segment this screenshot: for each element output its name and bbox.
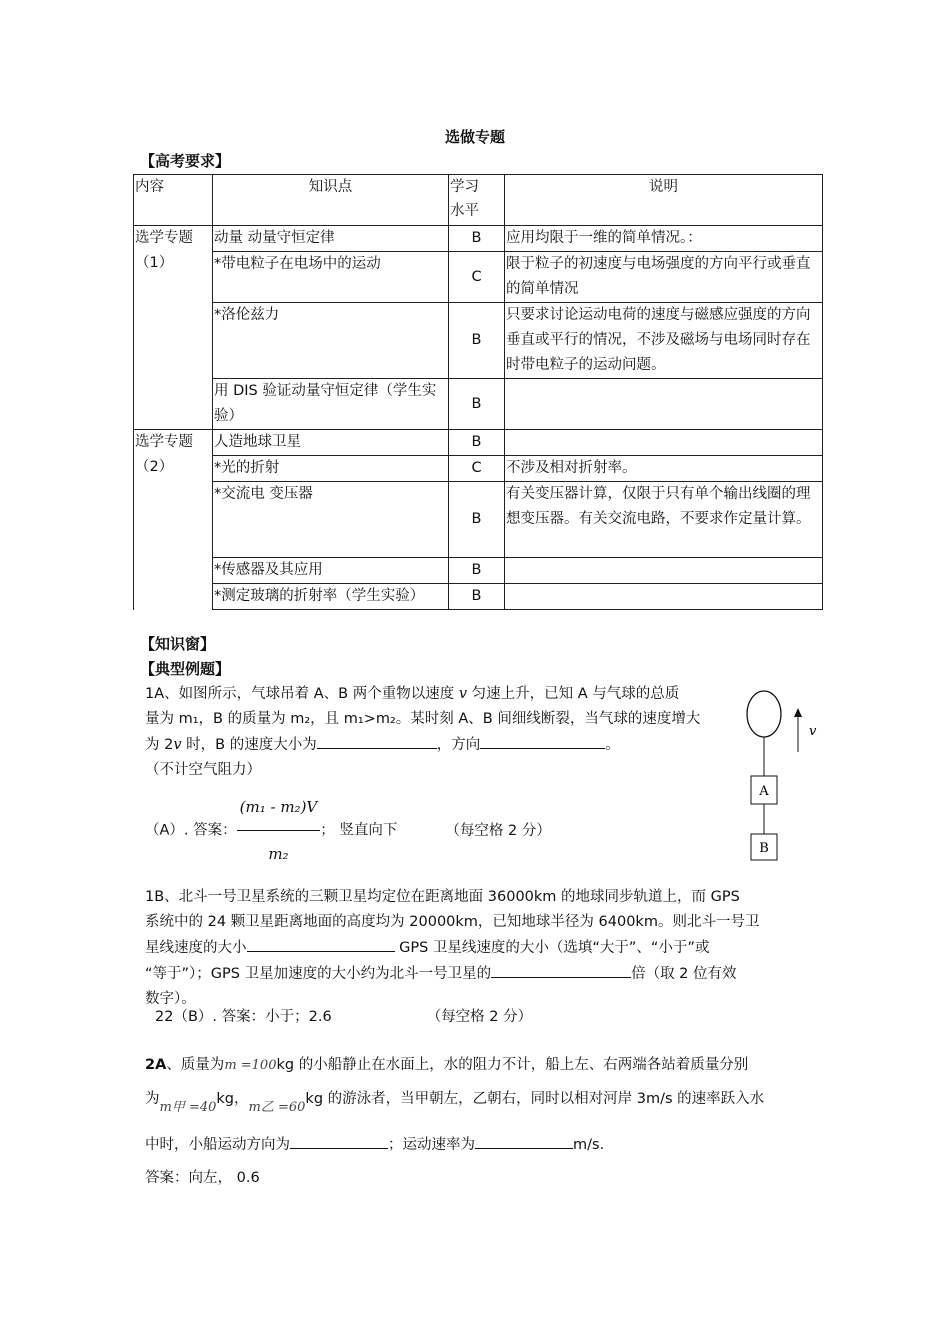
row5-knowledge: 人造地球卫星 — [213, 430, 449, 456]
row8-knowledge: *传感器及其应用 — [213, 558, 449, 584]
table-row — [134, 558, 823, 584]
answer-blank[interactable] — [475, 1132, 573, 1149]
row3-knowledge: *洛伦兹力 — [213, 303, 449, 379]
header-note: 说明 — [505, 175, 823, 226]
row2-knowledge: *带电粒子在电场中的运动 — [213, 252, 449, 303]
knowledge-heading: 【知识窗】 — [140, 635, 216, 653]
question-1a-answer: （A）. 答案： $\frac{\text{(m₁ - m₂)V}}{\text{m₂}}$ ； 竖直向下 （每空格 2 分） — [145, 784, 745, 877]
answer-blank[interactable] — [317, 732, 437, 749]
page-title: 选做专题 — [444, 128, 505, 146]
row5-level: B — [449, 430, 505, 456]
group2-label: 选学专题 （2） — [134, 430, 213, 610]
header-knowledge: 知识点 — [213, 175, 449, 226]
weight-a-label: A — [759, 784, 769, 799]
row1-note: 应用均限于一维的简单情况。： — [505, 226, 823, 252]
row2-note: 限于粒子的初速度与电场强度的方向平行或垂直的简单情况 — [505, 252, 823, 303]
answer-blank[interactable] — [480, 732, 605, 749]
row8-note — [505, 558, 823, 584]
requirements-table — [133, 174, 823, 610]
table-row — [134, 482, 823, 558]
balloon-shape — [747, 691, 781, 737]
row3-note: 只要求讨论运动电荷的速度与磁感应强度的方向垂直或平行的情况，不涉及磁场与电场同时存在时带电粒子的运动问题。 — [505, 303, 823, 379]
row7-knowledge: *交流电 变压器 — [213, 482, 449, 558]
question-2a-line1: 2A、质量为m =100kg 的小船静止在水面上，水的阻力不计，船上左、右两端各站着质量分别 — [145, 1057, 749, 1073]
row9-note — [505, 584, 823, 610]
row4-knowledge: 用 DIS 验证动量守恒定律（学生实验） — [213, 379, 449, 430]
question-1b: 1B、北斗一号卫星系统的三颗卫星均定位在距离地面 36000km 的地球同步轨道上，而 GPS 系统中的 24 颗卫星距离地面的高度均为 20000km，已知地球半径为 6400km。则北斗一号卫 星线速度的大小 GPS 卫星线速度的大小（选填“大于”、“小于”或 “等于”）；GPS 卫星加速度的大小约为北斗一号卫星的 倍（取 2 位有效 数字）。 — [145, 889, 760, 1007]
table-row — [134, 226, 823, 252]
velocity-arrow-head — [794, 708, 802, 717]
row4-level: B — [449, 379, 505, 430]
question-1b-answer: 22（B）. 答案：小于；2.6 （每空格 2 分） — [155, 1009, 533, 1025]
question-1a: 1A、如图所示，气球吊着 A、B 两个重物以速度 v 匀速上升，已知 A 与气球的总质 量为 m₁，B 的质量为 m₂，且 m₁>m₂。某时刻 A、B 间细线断裂，当气球的速度增大 为 2v 时，B 的速度大小为 ，方向 。 （不计空气阻力） — [145, 686, 701, 778]
question-2a-answer: 答案：向左， 0.6 — [145, 1170, 260, 1186]
requirements-heading: 【高考要求】 — [140, 152, 231, 170]
weight-b-label: B — [759, 841, 769, 856]
table-row — [134, 456, 823, 482]
table-row — [134, 379, 823, 430]
row7-note: 有关变压器计算，仅限于只有单个输出线圈的理想变压器。有关交流电路，不要求作定量计算。 — [505, 482, 823, 558]
table-row — [134, 430, 823, 456]
answer-blank[interactable] — [491, 961, 631, 978]
row4-note — [505, 379, 823, 430]
velocity-label: v — [809, 724, 817, 739]
row5-note — [505, 430, 823, 456]
table-row — [134, 303, 823, 379]
question-2a-line3: 中时，小船运动方向为 ；运动速率为 m/s. — [145, 1132, 815, 1158]
row9-knowledge: *测定玻璃的折射率（学生实验） — [213, 584, 449, 610]
row1-level: B — [449, 226, 505, 252]
row9-level: B — [449, 584, 505, 610]
row7-level: B — [449, 482, 505, 558]
table-row — [134, 584, 823, 610]
question-2a-line2: 为m甲 =40kg，m乙 =60kg 的游泳者，当甲朝左，乙朝右，同时以相对河岸 3m/s 的速率跃入水 — [145, 1091, 765, 1115]
answer-blank[interactable] — [247, 935, 395, 952]
table-header-row — [134, 175, 823, 226]
row3-level: B — [449, 303, 505, 379]
row6-note: 不涉及相对折射率。 — [505, 456, 823, 482]
balloon-figure — [740, 684, 830, 864]
answer-fraction: $\frac{\text{(m₁ - m₂)V}}{\text{m₂}}$ — [237, 784, 321, 877]
examples-heading: 【典型例题】 — [140, 660, 231, 678]
header-level: 学习 水平 — [449, 175, 505, 226]
row1-knowledge: 动量 动量守恒定律 — [213, 226, 449, 252]
table-row — [134, 252, 823, 303]
group1-label: 选学专题 （1） — [134, 226, 213, 430]
row6-knowledge: *光的折射 — [213, 456, 449, 482]
row6-level: C — [449, 456, 505, 482]
header-content: 内容 — [134, 175, 213, 226]
row8-level: B — [449, 558, 505, 584]
row2-level: C — [449, 252, 505, 303]
answer-blank[interactable] — [290, 1132, 388, 1149]
